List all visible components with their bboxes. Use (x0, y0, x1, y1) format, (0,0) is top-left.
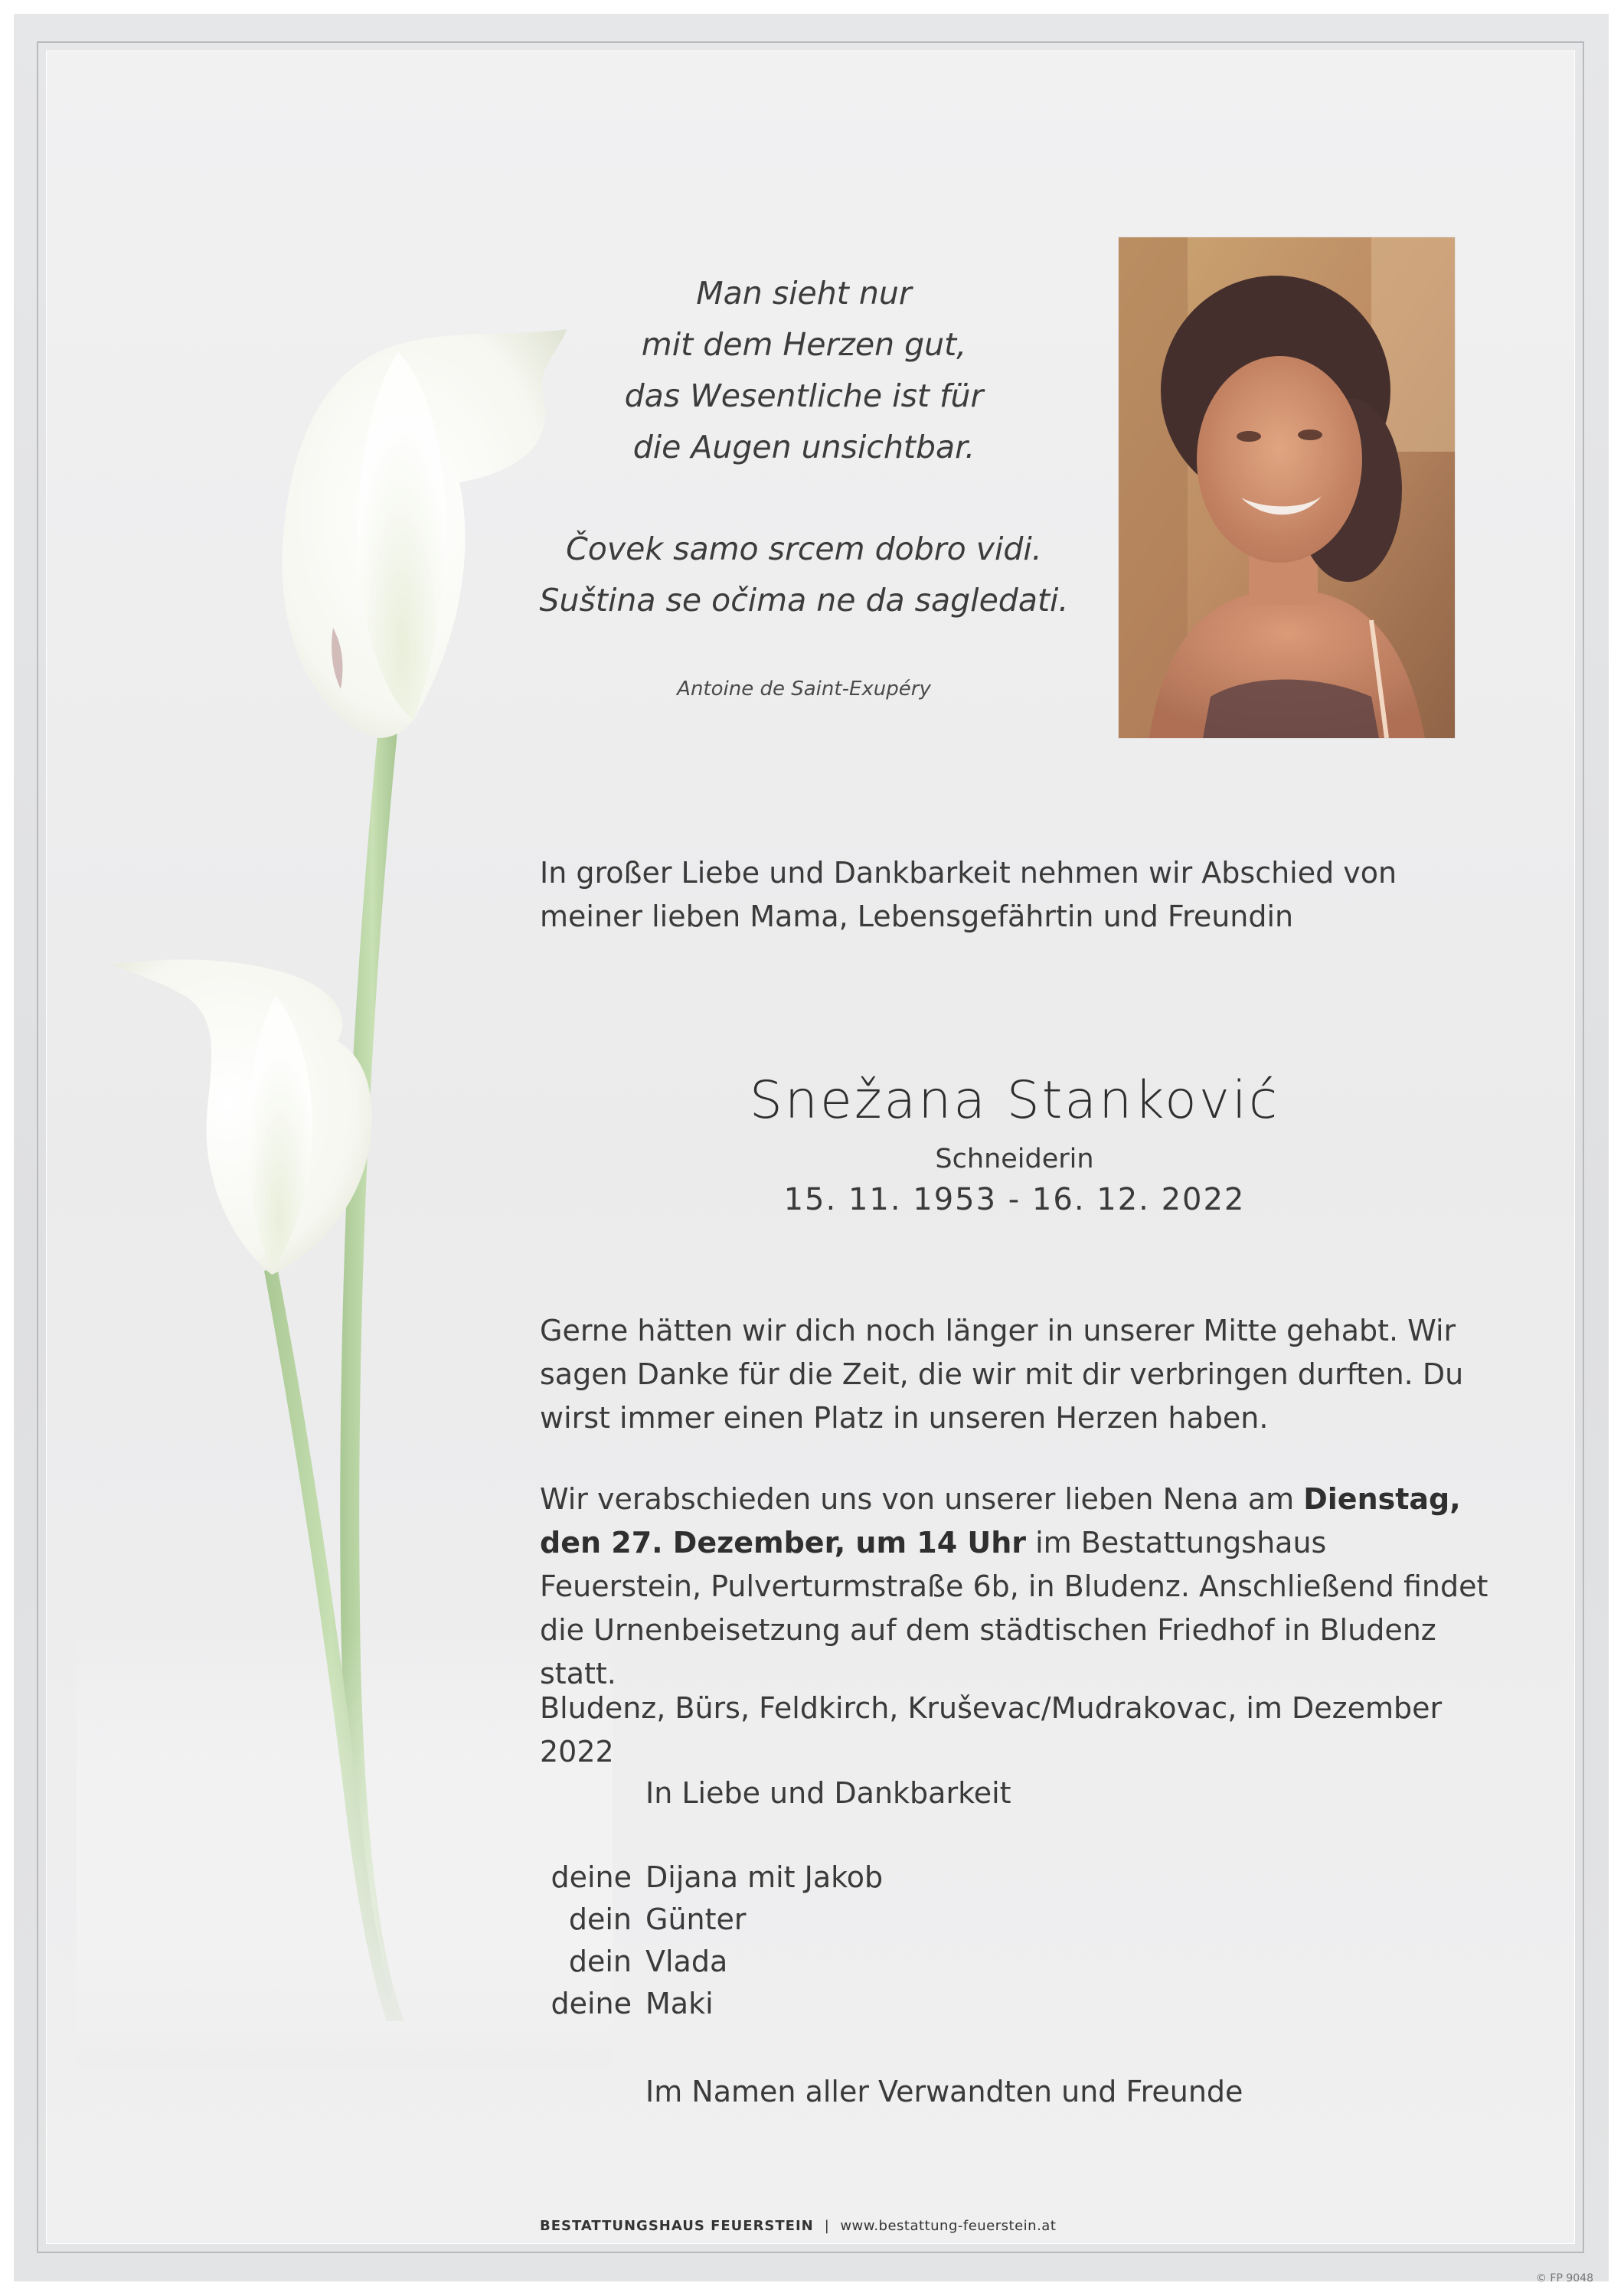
mourner-relation: deine (551, 1860, 632, 1894)
mourner-name: Günter (645, 1902, 747, 1936)
footer-brand: BESTATTUNGSHAUS FEUERSTEIN (540, 2218, 814, 2234)
quote-block (521, 268, 1087, 626)
life-dates: 15. 11. 1953 - 16. 12. 2022 (783, 1182, 1246, 1217)
farewell-post: im Bestattungshaus Feuerstein, Pulverturmstraße 6b, in Bludenz. Anschließend findet die Urnenbeisetzung auf dem städtischen Friedhof in Bludenz statt. (540, 1526, 1488, 1690)
quote-line: Man sieht nur (696, 275, 912, 312)
quote-line: mit dem Herzen gut, (641, 326, 967, 363)
message-text: Gerne hätten wir dich noch länger in unserer Mitte gehabt. Wir sagen Danke für die Zeit, die wir mit dir verbringen durften. Du wirst immer einen Platz in unseren Herzen haben. (540, 1314, 1464, 1435)
mourner-relation: dein (568, 1945, 632, 1978)
quote-line: die Augen unsichtbar. (632, 429, 975, 465)
deceased-name: Snežana Stanković (749, 1070, 1280, 1131)
mourner-name: Dijana mit Jakob (645, 1860, 884, 1894)
intro-text: In großer Liebe und Dankbarkeit nehmen wir Abschied von meiner lieben Mama, Lebensgefährtin und Freundin (540, 856, 1397, 933)
portrait-photo (1119, 237, 1455, 738)
mourner-relation: deine (551, 1987, 632, 2020)
on-behalf-line: Im Namen aller Verwandten und Freunde (645, 2075, 1243, 2108)
farewell-date-time: Dienstag, den 27. Dezember, um 14 Uhr (540, 1482, 1461, 1560)
footer-url[interactable]: www.bestattung-feuerstein.at (840, 2218, 1057, 2234)
farewell-text (540, 1478, 1489, 1696)
footer (540, 2218, 1056, 2234)
occupation: Schneiderin (935, 1144, 1094, 1174)
mourner-name: Maki (645, 1987, 714, 2020)
mourner-name: Vlada (645, 1945, 728, 1978)
mourner-relation: dein (568, 1902, 632, 1936)
quote-line: Čovek samo srcem dobro vidi. (566, 531, 1042, 567)
print-code: © FP 9048 (1535, 2272, 1593, 2285)
place-date: Bludenz, Bürs, Feldkirch, Kruševac/Mudrakovac, im Dezember 2022 (540, 1691, 1443, 1769)
quote-line: Suština se očima ne da sagledati. (539, 582, 1069, 619)
footer-separator: | (824, 2218, 830, 2234)
quote-line: das Wesentliche ist für (624, 377, 984, 414)
quote-author: Antoine de Saint-Exupéry (677, 678, 931, 701)
farewell-pre: Wir verabschieden uns von unserer lieben Nena am (540, 1482, 1304, 1516)
closing-line: In Liebe und Dankbarkeit (645, 1776, 1011, 1810)
